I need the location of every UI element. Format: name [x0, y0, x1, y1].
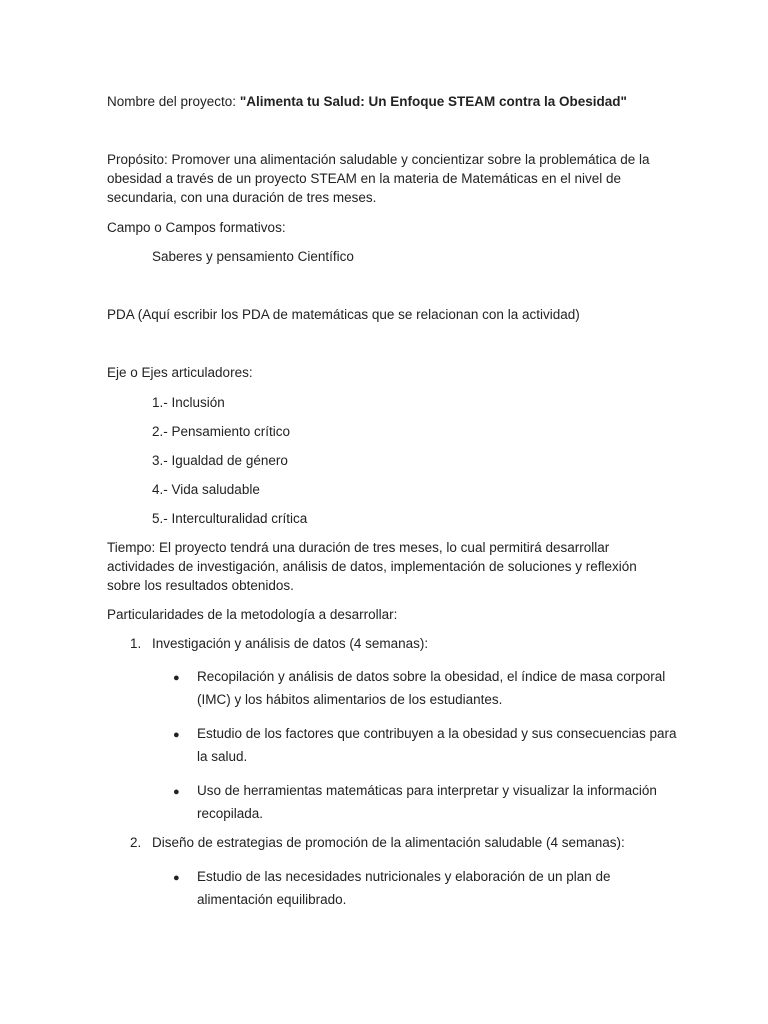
pda-line: PDA (Aquí escribir los PDA de matemáticas que se relacionan con la actividad)	[107, 307, 580, 322]
axes-item: 3.- Igualdad de género	[152, 453, 288, 468]
axes-heading: Eje o Ejes articuladores:	[107, 365, 253, 380]
step-bullet-text: Estudio de los factores que contribuyen a la obesidad y sus consecuencias para la salud.	[197, 726, 677, 764]
bullet-icon: ●	[173, 672, 180, 684]
methodology-heading: Particularidades de la metodología a desarrollar:	[107, 607, 398, 622]
time-paragraph: Tiempo: El proyecto tendrá una duración de tres meses, lo cual permitirá desarrollar actividades de investigación, análisis de datos, implementación de soluciones y reflexión sobre los resultados obtenidos.	[107, 540, 637, 593]
step-title: Diseño de estrategias de promoción de la alimentación saludable (4 semanas):	[152, 835, 625, 850]
step-bullet-text: Recopilación y análisis de datos sobre la obesidad, el índice de masa corporal (IMC) y los hábitos alimentarios de los estudiantes.	[197, 669, 666, 707]
axes-item: 4.- Vida saludable	[152, 482, 260, 497]
bullet-icon: ●	[173, 786, 180, 798]
project-name-line	[107, 92, 707, 111]
step-number: 2.	[130, 835, 142, 850]
axes-item: 5.- Interculturalidad crítica	[152, 511, 308, 526]
fields-heading: Campo o Campos formativos:	[107, 220, 286, 235]
bullet-icon: ●	[173, 729, 180, 741]
axes-item: 2.- Pensamiento crítico	[152, 424, 291, 439]
step-number: 1.	[130, 636, 142, 651]
purpose-paragraph: Propósito: Promover una alimentación saludable y concientizar sobre la problemática de la obesidad a través de un proyecto STEAM en la materia de Matemáticas en el nivel de secundaria, con una duración de tres meses.	[107, 152, 650, 205]
step-title: Investigación y análisis de datos (4 semanas):	[152, 636, 429, 651]
axes-item: 1.- Inclusión	[152, 395, 225, 410]
bullet-icon: ●	[173, 872, 180, 884]
step-bullet-text: Estudio de las necesidades nutricionales y elaboración de un plan de alimentación equilibrado.	[197, 869, 611, 907]
project-name-label: Nombre del proyecto:	[107, 94, 240, 109]
project-name-value: "Alimenta tu Salud: Un Enfoque STEAM contra la Obesidad"	[239, 94, 627, 109]
fields-item: Saberes y pensamiento Científico	[152, 249, 354, 264]
step-bullet-text: Uso de herramientas matemáticas para interpretar y visualizar la información recopilada.	[197, 783, 657, 821]
